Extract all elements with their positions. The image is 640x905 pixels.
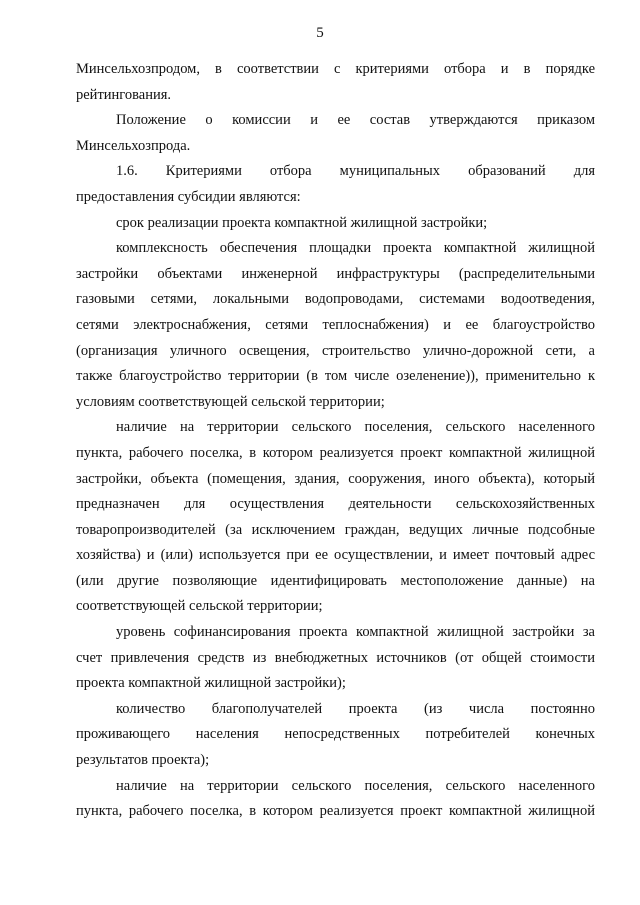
text-line: уровень софинансирования проекта компактной жилищной застройки за (116, 624, 595, 641)
text-line: срок реализации проекта компактной жилищной застройки; (116, 214, 488, 231)
criterion-item (76, 697, 595, 774)
text-line: результатов проекта); (76, 752, 210, 769)
paragraph-commission (76, 108, 595, 159)
text-line: Положение о комиссии и ее состав утверждаются приказом (116, 112, 595, 129)
text-line: газовыми сетями, локальными водопроводами, системами водоотведения, (76, 291, 595, 308)
text-line: условиям соответствующей сельской территории; (76, 393, 385, 410)
text-line: наличие на территории сельского поселения, сельского населенного (116, 419, 595, 436)
criterion-item (76, 774, 595, 825)
page-number: 5 (316, 25, 324, 41)
text-line: количество благополучателей проекта (из числа постоянно (116, 700, 595, 717)
text-line: 1.6. Критериями отбора муниципальных образований для (116, 163, 595, 180)
text-line: Минсельхозпрода. (76, 137, 191, 154)
text-line: рейтингования. (76, 86, 172, 103)
text-line: соответствующей сельской территории; (76, 598, 323, 615)
body-text (76, 57, 595, 825)
text-line: счет привлечения средств из внебюджетных источников (от общей стоимости (76, 649, 595, 666)
text-line: (организация уличного освещения, строительство улично-дорожной сети, а (76, 342, 595, 359)
text-line: (или другие позволяющие идентифицировать местоположение данные) на (76, 572, 595, 589)
text-line: пункта, рабочего поселка, в котором реализуется проект компактной жилищной (76, 444, 595, 461)
paragraph-section-1-6 (76, 159, 595, 210)
criterion-item (76, 236, 595, 415)
text-line: пункта, рабочего поселка, в котором реализуется проект компактной жилищной (76, 803, 595, 820)
text-line: проекта компактной жилищной застройки); (76, 675, 346, 692)
criterion-item (76, 211, 595, 237)
text-line: также благоустройство территории (в том числе озеленение)), применительно к (76, 368, 595, 385)
text-line: проживающего населения непосредственных потребителей конечных (76, 726, 595, 743)
text-line: Минсельхозпродом, в соответствии с критериями отбора и в порядке (76, 61, 595, 77)
criterion-item (76, 620, 595, 697)
criterion-item (76, 415, 595, 620)
paragraph-continuation (76, 57, 595, 108)
text-line: наличие на территории сельского поселения, сельского населенного (116, 777, 595, 794)
text-line: застройки, объекта (помещения, здания, сооружения, иного объекта), который (76, 470, 595, 487)
text-line: хозяйства) и (или) используется при ее осуществлении, и имеет почтовый адрес (76, 547, 595, 564)
text-line: застройки объектами инженерной инфраструктуры (распределительными (76, 265, 595, 282)
text-line: комплексность обеспечения площадки проекта компактной жилищной (116, 240, 595, 257)
text-line: предоставления субсидии являются: (76, 188, 301, 205)
text-line: предназначен для осуществления деятельности сельскохозяйственных (76, 496, 595, 513)
text-line: сетями электроснабжения, сетями теплоснабжения) и ее благоустройство (76, 316, 595, 333)
text-line: товаропроизводителей (за исключением граждан, ведущих личные подсобные (76, 521, 595, 538)
